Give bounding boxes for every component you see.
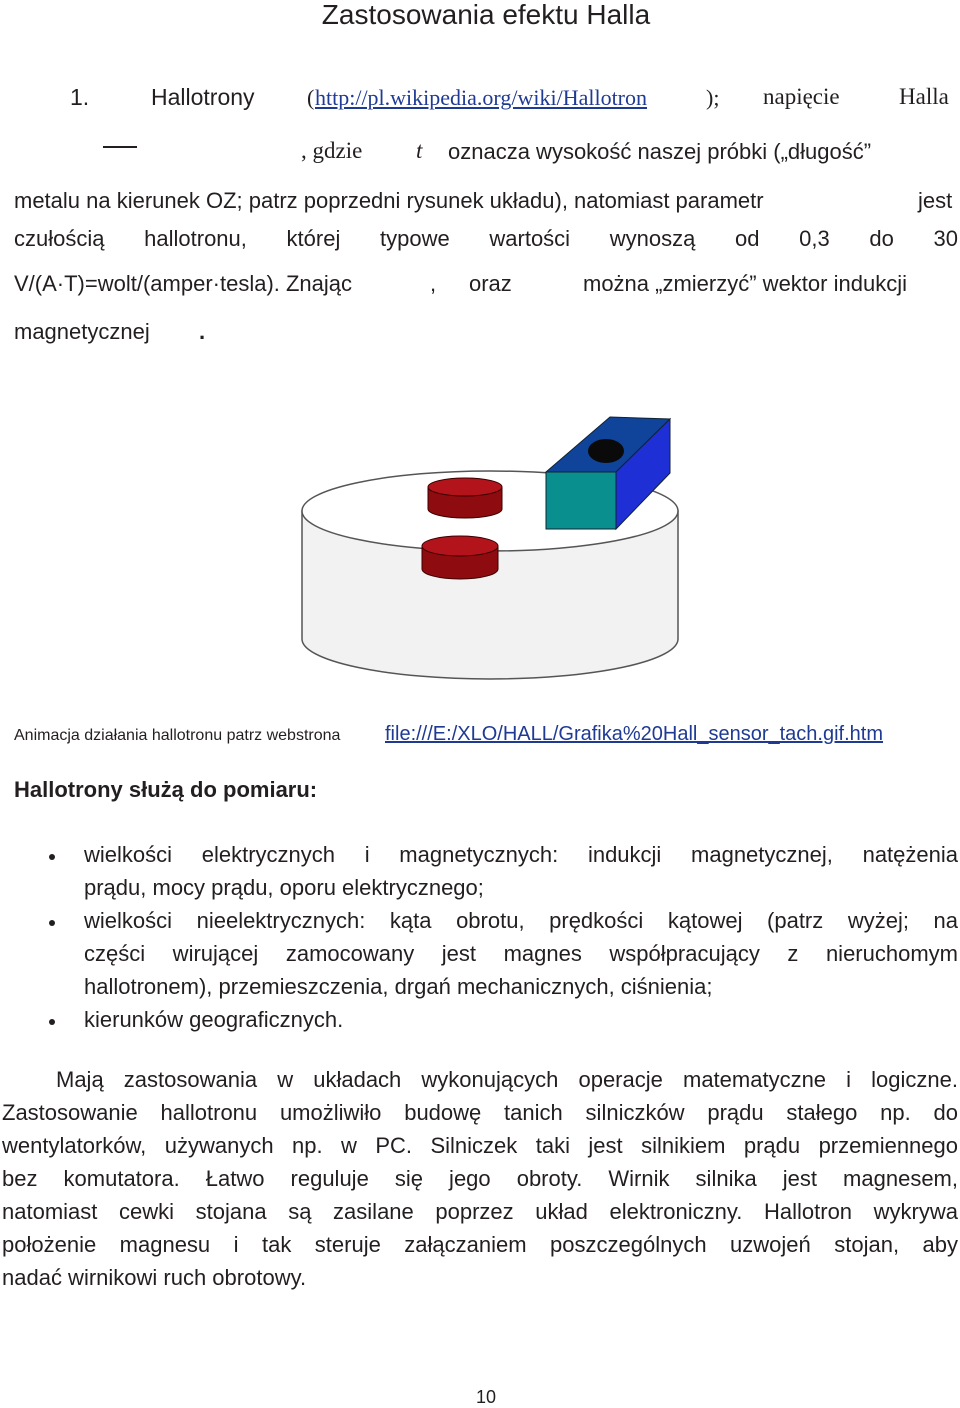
bullet-2-line-1: wielkości nieelektrycznych: kąta obrotu, prędkości kątowej (patrz wyżej; na	[84, 908, 958, 933]
bullet-dot	[49, 854, 55, 860]
page-title: Zastosowania efektu Halla	[321, 0, 651, 30]
wikipedia-link[interactable]: http://pl.wikipedia.org/wiki/Hallotron	[315, 85, 648, 110]
paragraph-line: Zastosowanie hallotronu umożliwiło budowę tanich silniczków prądu stałego np. do	[2, 1100, 958, 1125]
word-napiecie: napięcie	[763, 84, 840, 109]
bullet-1-line-1: wielkości elektrycznych i magnetycznych: indukcji magnetycznej, natężenia	[84, 842, 958, 867]
bullet-3-line-1: kierunków geograficznych.	[84, 1007, 344, 1032]
section-heading: Hallotrony służą do pomiaru:	[14, 777, 318, 802]
paren-open: (	[307, 85, 315, 110]
figure-caption: Animacja działania hallotronu patrz webstrona	[14, 727, 341, 744]
page-number: 10	[476, 1387, 497, 1407]
text-oraz: oraz	[469, 271, 512, 296]
measure-text: można „zmierzyć” wektor indukcji	[583, 271, 907, 296]
paragraph-line: bez komutatora. Łatwo reguluje się jego obroty. Wirnik silnika jest magnesem,	[2, 1166, 958, 1191]
text-line-4: czułością hallotronu, której typowe wartości wynoszą od 0,3 do 30	[14, 226, 958, 251]
magnet-bottom	[422, 536, 498, 579]
bullet-dot	[49, 920, 55, 926]
paragraph-line: natomiast cewki stojana są zasilane poprzez układ elektroniczny. Hallotron wykrywa	[2, 1199, 958, 1224]
text-jest: jest	[918, 188, 953, 213]
paragraph-line: nadać wirnikowi ruch obrotowy.	[2, 1265, 307, 1290]
word-halla: Halla	[899, 84, 949, 109]
bullet-dot	[49, 1019, 55, 1025]
magnet-top	[428, 478, 502, 518]
symbol-t: t	[416, 138, 423, 163]
fraction-bar	[103, 146, 137, 148]
height-description: oznacza wysokość naszej próbki („długość”	[448, 139, 872, 164]
comma: ,	[430, 271, 437, 296]
paragraph-line: położenie magnesu i tak steruje załączaniem poszczególnych uzwojeń stojan, aby	[2, 1232, 958, 1257]
text-magnetycznej: magnetycznej	[14, 319, 150, 344]
bullet-2-line-3: hallotronem), przemieszczenia, drgań mechanicznych, ciśnienia;	[84, 974, 713, 999]
paragraph-line: Mają zastosowania w układach wykonujących operacje matematyczne i logiczne.	[56, 1067, 958, 1092]
period: .	[199, 319, 206, 344]
animation-link[interactable]: file:///E:/XLO/HALL/Grafika%20Hall_sensor_tach.gif.htm	[385, 723, 884, 745]
units-text: V/(A·T)=wolt/(amper·tesla). Znając	[14, 271, 353, 296]
hall-sensor-illustration	[290, 405, 690, 695]
term-hallotrony: Hallotrony	[151, 84, 255, 110]
bullet-2-line-2: części wirującej zamocowany jest magnes współpracujący z nieruchomym	[84, 941, 958, 966]
list-number: 1.	[70, 84, 90, 110]
bullet-1-line-2: prądu, mocy prądu, oporu elektrycznego;	[84, 875, 484, 900]
paragraph-line: wentylatorków, używanych np. w PC. Silniczek taki jest silnikiem prądu przemiennego	[2, 1133, 958, 1158]
paren-close: );	[706, 85, 720, 110]
where-text: , gdzie	[301, 138, 363, 163]
text-line-3: metalu na kierunek OZ; patrz poprzedni rysunek układu), natomiast parametr	[14, 188, 764, 213]
